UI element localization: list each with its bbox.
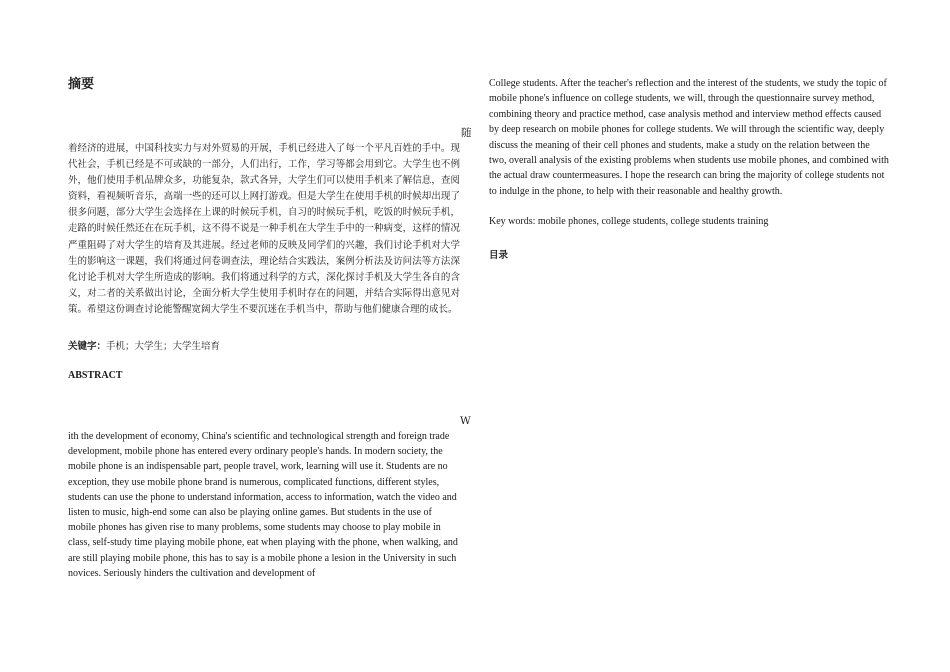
keywords-zh xyxy=(68,340,220,354)
toc-heading: 目录 xyxy=(489,250,509,261)
abstract-zh-heading: 摘要 xyxy=(68,77,95,92)
abstract-en-heading: ABSTRACT xyxy=(68,370,123,381)
abstract-en-body-left: ith the development of economy, China's scientific and technological strength and foreign trade development, mobile phone has entered every ordinary people's hands. In modern society, the mobile phone is an indispensable part, people travel, work, learning will use it. Students are no exception, they use mobile phone brand is numerous, complicated functions, different styles, students can use the phone to understand information, access to information, watch the video and listen to music, high-end some can also be playing online games. But students in the use of mobile phones has given rise to many problems, some students may choose to play mobile in class, self-study time playing mobile phone, eat when playing with the phone, when walking, and are still playing mobile phone, this has to say is a mobile phone a lesion in the University in such novices. Seriously hinders the cultivation and development of xyxy=(68,431,458,579)
abstract-zh-body: 着经济的进展，中国科技实力与对外贸易的开展，手机已经进入了每一个平凡百姓的手中。现代社会，手机已经是不可或缺的一部分，人们出行，工作，学习等都会用到它。大学生也不例外，他们使用手机品牌众多，功能复杂，款式各异，大学生们可以使用手机来了解信息，查阅资料，看视频听音乐，高端一些的还可以上网打游戏。但是大学生在使用手机的时候却出现了很多问题，部分大学生会选择在上课的时候玩手机，自习的时候玩手机，吃饭的时候玩手机，走路的时候任然还在在玩手机，这不得不说是一种手机在大学生手中的一种病变，这样的情况严重阻碍了对大学生的培育及其进展。经过老师的反映及同学们的兴趣，我们讨论手机对大学生的影响这一课题，我们将通过问卷调查法，理论结合实践法，案例分析法及访问法等方法深化讨论手机对大学生所造成的影响。我们将通过科学的方式，深化探讨手机及大学生各自的含义，对二者的关系做出讨论，全面分析大学生使用手机时存在的问题，并结合实际得出意见对策。希望这份调查讨论能警醒宽阔大学生不要沉迷在手机当中，帮助与他们健康合理的成长。 xyxy=(68,143,460,315)
abstract-en-body-right: College students. After the teacher's reflection and the interest of the students, we study the topic of mobile phone's influence on college students, we will, through the questionnaire survey method, combining theory and practice method, case analysis method and interview method effects caused by deep research on mobile phones for college students. We will through the scientific way, deeply discuss the meaning of their cell phones and students, make a study on the relation between the two, overall analysis of the existing problems when students use mobile phones, and combined with the actual draw countermeasures. I hope the research can bring the majority of college students not to indulge in the phone, to help with their reasonable and healthy growth. xyxy=(489,78,889,197)
keywords-zh-label: 关键字： xyxy=(68,341,107,352)
abstract-zh-drop-cap: 随 xyxy=(461,127,472,139)
keywords-en: Key words: mobile phones, college students, college students training xyxy=(489,216,769,227)
abstract-en-drop-cap: W xyxy=(460,415,471,427)
keywords-zh-value: 手机；大学生；大学生培育 xyxy=(106,341,221,352)
